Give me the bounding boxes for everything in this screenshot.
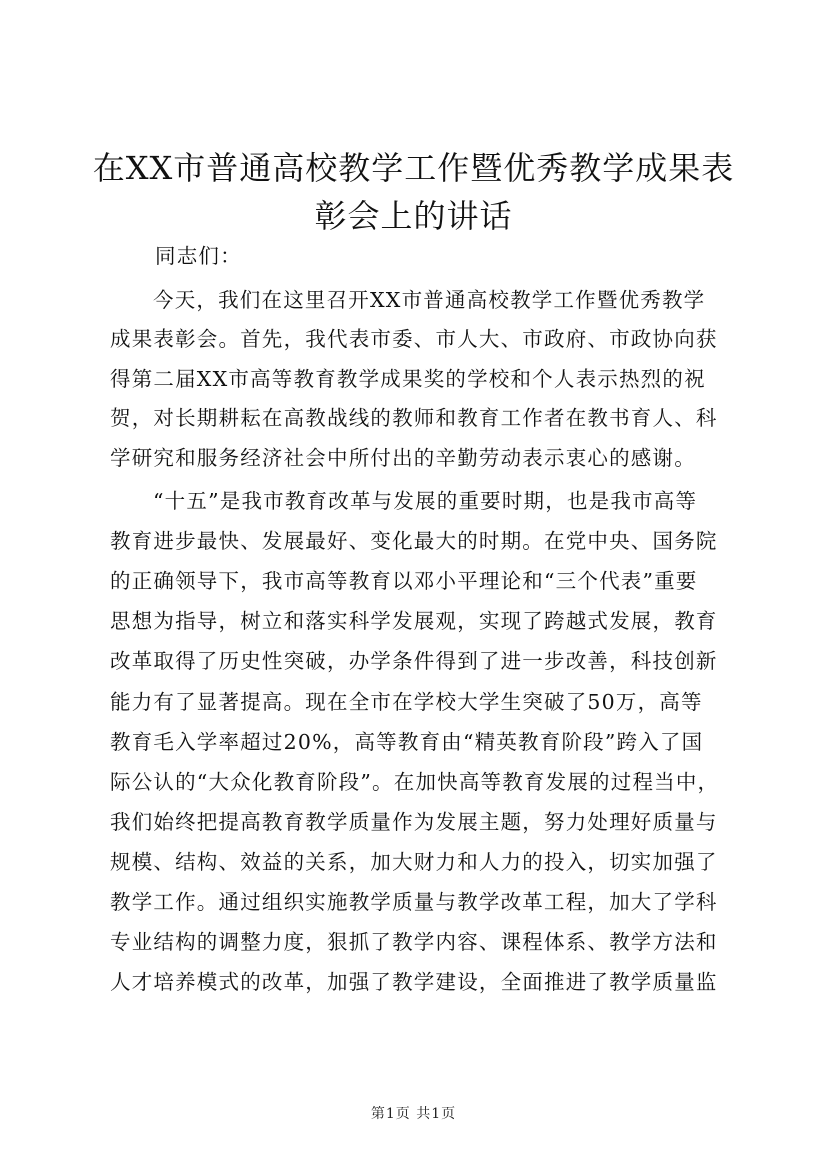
body-line: 人才培养模式的改革，加强了教学建设，全面推进了教学质量监 — [110, 970, 718, 994]
body-line: 的正确领导下，我市高等教育以邓小平理论和“三个代表”重要 — [110, 569, 698, 593]
body-line: 我们始终把提高教育教学质量作为发展主题，努力处理好质量与 — [110, 810, 718, 834]
document-title-line-1: 在XX市普通高校教学工作暨优秀教学成果表 — [92, 149, 735, 187]
body-line: 教育毛入学率超过20%，高等教育由“精英教育阶段”跨入了国 — [110, 730, 704, 754]
body-line: 得第二届XX市高等教育教学成果奖的学校和个人表示热烈的祝 — [110, 367, 706, 391]
body-line: 能力有了显著提高。现在全市在学校大学生突破了50万，高等 — [110, 690, 703, 714]
page-number-footer: 第1页 共1页 — [370, 1106, 457, 1122]
body-line: 改革取得了历史性突破，办学条件得到了进一步改善，科技创新 — [110, 649, 718, 673]
body-line: 教育进步最快、发展最好、变化最大的时期。在党中央、国务院 — [110, 529, 718, 553]
body-line: 规模、结构、效益的关系，加大财力和人力的投入，切实加强了 — [110, 850, 718, 874]
body-line: “十五”是我市教育改革与发展的重要时期，也是我市高等 — [153, 489, 698, 513]
body-line: 专业结构的调整力度，狠抓了教学内容、课程体系、教学方法和 — [110, 930, 718, 954]
body-line: 思想为指导，树立和落实科学发展观，实现了跨越式发展，教育 — [110, 609, 718, 633]
body-line: 贺，对长期耕耘在高教战线的教师和教育工作者在教书育人、科 — [110, 406, 718, 430]
body-line: 今天，我们在这里召开XX市普通高校教学工作暨优秀教学 — [153, 288, 706, 312]
body-line: 际公认的“大众化教育阶段”。在加快高等教育发展的过程当中， — [110, 770, 720, 794]
document-title-line-2: 彰会上的讲话 — [314, 197, 513, 235]
body-line: 成果表彰会。首先，我代表市委、市人大、市政府、市政协向获 — [110, 327, 718, 351]
salutation: 同志们： — [155, 244, 242, 268]
body-line: 学研究和服务经济社会中所付出的辛勤劳动表示衷心的感谢。 — [110, 446, 696, 470]
body-line: 教学工作。通过组织实施教学质量与教学改革工程，加大了学科 — [110, 890, 718, 914]
